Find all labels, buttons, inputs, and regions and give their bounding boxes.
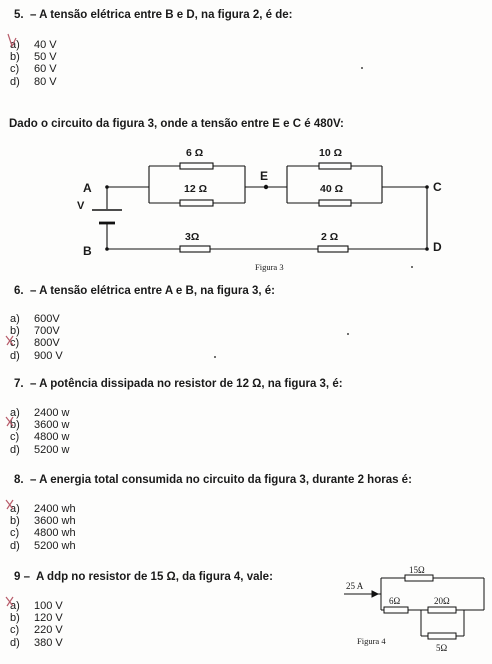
option[interactable]: d) 380 V <box>10 636 63 649</box>
option[interactable]: c) 4800 wh <box>10 527 76 540</box>
node-e-label: E <box>260 169 269 183</box>
resistor-10-label: 10 Ω <box>319 147 343 159</box>
resistor-40-label: 40 Ω <box>320 183 344 195</box>
question-5-title: 5. – A tensão elétrica entre B e D, na figura 2, é de: <box>14 9 293 21</box>
resistor-6-fig4-label: 6Ω <box>389 596 401 606</box>
question-7-title: 7. – A potência dissipada no resistor de 12 Ω, na figura 3, é: <box>14 378 343 390</box>
option[interactable]: d) 80 V <box>10 75 57 88</box>
resistor-3-label: 3Ω <box>185 231 200 243</box>
resistor-12-label: 12 Ω <box>184 183 208 195</box>
option[interactable]: a) 600V <box>10 313 60 325</box>
resistor-6-label: 6 Ω <box>186 147 204 159</box>
figure-3-caption: Figura 3 <box>255 262 284 272</box>
node-c-label: C <box>433 180 442 194</box>
option[interactable]: a) 40 V <box>10 39 57 51</box>
question-7-options <box>10 407 69 456</box>
question-8-title: 8. – A energia total consumida no circuito da figura 3, durante 2 horas é: <box>14 474 412 486</box>
option[interactable]: b) 700V <box>10 325 60 338</box>
option[interactable]: b) 50 V <box>10 51 57 64</box>
question-9-title: 9 – A ddp no resistor de 15 Ω, da figura 4, vale: <box>14 571 273 583</box>
figure-4-caption: Figura 4 <box>357 636 386 646</box>
current-label: 25 A <box>346 581 364 591</box>
option[interactable]: a) 2400 w <box>10 407 70 419</box>
question-5-options <box>10 39 57 88</box>
scan-speck <box>361 67 363 69</box>
scan-speck <box>411 266 413 268</box>
scan-speck <box>347 333 349 335</box>
node-d-label: D <box>433 240 442 254</box>
option[interactable]: c) 800V <box>10 337 60 350</box>
scan-speck <box>214 356 216 358</box>
option[interactable]: c) 4800 w <box>10 431 70 444</box>
figure-3-intro: Dado o circuito da figura 3, onde a tensão entre E e C é 480V: <box>9 118 344 130</box>
option[interactable]: d) 5200 wh <box>10 539 76 552</box>
resistor-15-label: 15Ω <box>409 565 425 575</box>
option[interactable]: b) 3600 w <box>10 419 70 432</box>
option[interactable]: a) 100 V <box>10 600 63 612</box>
resistor-5-label: 5Ω <box>436 643 448 653</box>
option[interactable]: d) 900 V <box>10 349 63 362</box>
resistor-20-label: 20Ω <box>434 596 450 606</box>
option[interactable]: b) 3600 wh <box>10 515 76 528</box>
option[interactable]: a) 2400 wh <box>10 503 76 515</box>
resistor-2-label: 2 Ω <box>321 231 339 243</box>
question-6-options <box>10 313 63 362</box>
question-6-title: 6. – A tensão elétrica entre A e B, na figura 3, é: <box>14 285 275 297</box>
question-8-options <box>10 503 76 552</box>
voltage-label: V <box>77 200 85 212</box>
node-b-label: B <box>83 244 92 258</box>
option[interactable]: c) 220 V <box>10 624 63 637</box>
option[interactable]: d) 5200 w <box>10 443 70 456</box>
option[interactable]: c) 60 V <box>10 63 57 76</box>
option[interactable]: b) 120 V <box>10 612 63 625</box>
question-9-options <box>10 600 63 649</box>
node-a-label: A <box>83 181 92 195</box>
